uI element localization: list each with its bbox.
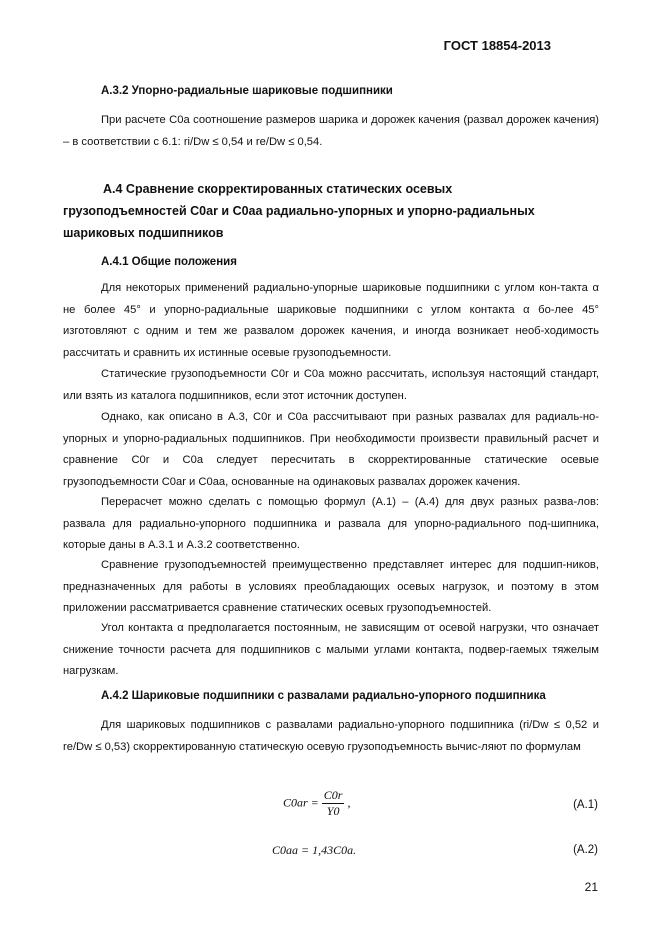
paragraph-a41-1: Для некоторых применений радиально-упорные шариковые подшипники с углом кон-такта α не более 45° и упорно-радиальные шариковые подшипники с углом контакта α бо-лее 45° изготовляют с одним и тем же развалом дорожек качения, и иногда возникает необ-ходимость рассчитать и сравнить их истинные осевые грузоподъемности. <box>63 282 599 359</box>
formula-a2-number: (А.2) <box>573 844 598 856</box>
paragraph-a41-3: Однако, как описано в А.3, C0r и C0a рассчитывают при разных развалах для радиаль-но-упорных и упорно-радиальных подшипников. При необходимости произвести правильный расчет и сравнение C0r и C0a следует пересчитать в скорректированные статические осевые грузоподъемности C0ar и C0aa, основанные на одинаковых развалах дорожек качения. <box>63 411 599 488</box>
section-a4-title-line2: грузоподъемностей C0ar и C0aa радиально-упорных и упорно-радиальных <box>63 204 535 218</box>
paragraph-a42-1: Для шариковых подшипников с развалами радиально-упорного подшипника (ri/Dw ≤ 0,52 и re/Dw ≤ 0,53) скорректированную статическую осевую грузоподъемность вычис-ляют по формулам <box>63 719 599 753</box>
section-a32-paragraph: При расчете C0a соотношение размеров шарика и дорожек качения (развал дорожек качения) – в соответствии с 6.1: ri/Dw ≤ 0,54 и re/Dw ≤ 0,54. <box>63 114 599 148</box>
page-number: 21 <box>584 880 598 894</box>
document-code: ГОСТ 18854-2013 <box>443 38 551 53</box>
section-a32-title: А.3.2 Упорно-радиальные шариковые подшипники <box>101 85 393 97</box>
formula-a1-lhs: C0ar = <box>283 795 319 810</box>
formula-a1 <box>283 788 350 819</box>
formula-a1-fraction <box>322 788 345 819</box>
section-a4-title <box>63 178 603 244</box>
section-a4-title-line3: шариковых подшипников <box>63 226 224 240</box>
formula-a1-tail: , <box>347 795 351 810</box>
paragraph-a41-4: Перерасчет можно сделать с помощью формул (А.1) – (А.4) для двух разных разва-лов: развала для радиально-упорного подшипника и развала для упорно-радиального под-шипника, которые даны в А.3.1 и А.3.2 соответственно. <box>63 496 599 551</box>
formula-a1-denominator: Y0 <box>326 804 340 818</box>
formula-a1-numerator: C0r <box>323 788 343 802</box>
formula-a2: C0aa = 1,43C0a. <box>272 843 357 857</box>
paragraph-a41-2: Статические грузоподъемности C0r и C0a можно рассчитать, используя настоящий стандарт, или взять из каталога подшипников, если этот источник доступен. <box>63 368 599 402</box>
paragraph-a41-5: Сравнение грузоподъемностей преимущественно представляет интерес для подшип-ников, предназначенных для работы в условиях преобладающих осевых нагрузок, и поэтому в этом приложении рассматривается сравнение статических осевых грузоподъемностей. <box>63 559 599 614</box>
paragraph-a41-6: Угол контакта α предполагается постоянным, не зависящим от осевой нагрузки, что означает снижение точности расчета для подшипников с малыми углами контакта, подвер-гаемых тяжелым нагрузкам. <box>63 622 599 677</box>
formula-a1-number: (А.1) <box>573 799 598 811</box>
section-a4-title-line1: А.4 Сравнение скорректированных статических осевых <box>103 182 453 196</box>
section-a42-title: А.4.2 Шариковые подшипники с развалами радиально-упорного подшипника <box>101 690 546 702</box>
section-a41-title: А.4.1 Общие положения <box>101 256 237 268</box>
